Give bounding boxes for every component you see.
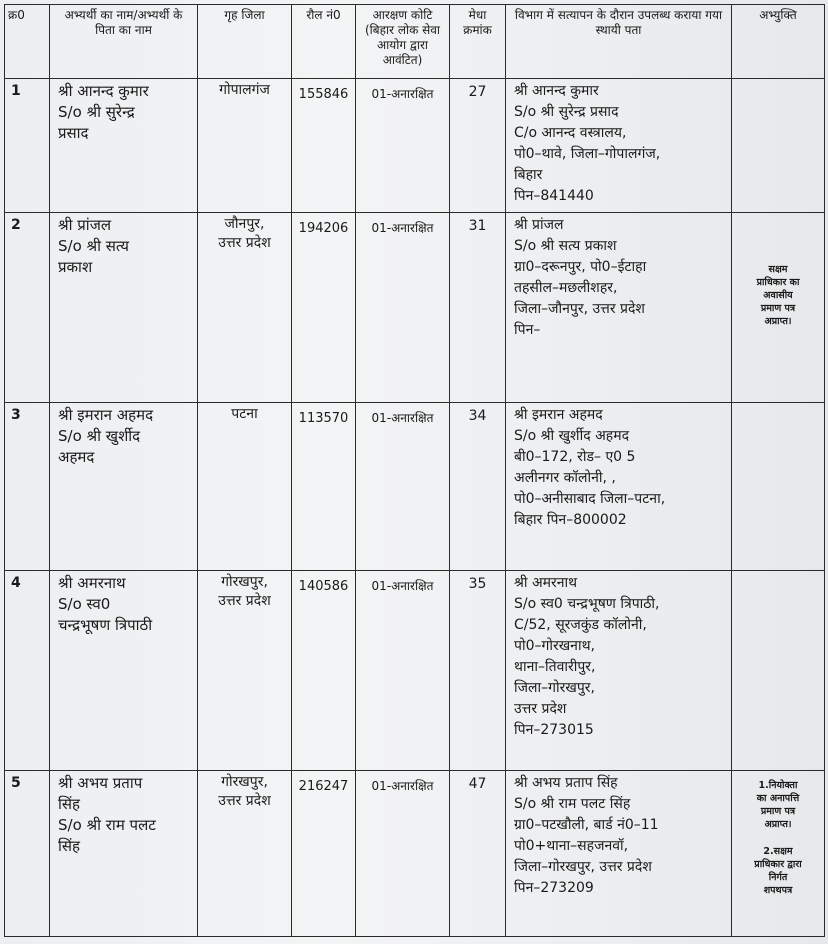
roll-number: 155846 bbox=[292, 79, 356, 213]
candidate-name-line: श्री प्रांजल bbox=[58, 216, 111, 234]
candidate-name-line: प्रसाद bbox=[58, 124, 89, 142]
candidate-name-line: S/o श्री सत्य bbox=[58, 237, 129, 255]
permanent-address-line: श्री इमरान अहमद bbox=[514, 407, 603, 423]
merit-number: 35 bbox=[450, 571, 506, 771]
permanent-address-line: पो0–अनीसाबाद जिला–पटना, bbox=[514, 491, 666, 507]
permanent-address-line: पिन–841440 bbox=[514, 188, 594, 204]
remarks-line: 1.नियोक्ता bbox=[758, 780, 798, 791]
header-name: अभ्यर्थी का नाम/अभ्यर्थी के पिता का नाम bbox=[50, 5, 198, 79]
remarks-line: सक्षम bbox=[768, 264, 788, 275]
header-remarks: अभ्युक्ति bbox=[732, 5, 825, 79]
table-row bbox=[5, 213, 825, 403]
permanent-address-line: C/52, सूरजकुंड कॉलोनी, bbox=[514, 617, 647, 633]
header-district: गृह जिला bbox=[198, 5, 292, 79]
home-district-line: गोरखपुर, bbox=[221, 574, 268, 590]
remarks bbox=[732, 571, 825, 771]
home-district-line: पटना bbox=[231, 406, 258, 422]
permanent-address-line: बिहार पिन–800002 bbox=[514, 512, 627, 528]
candidate-name-line: श्री अमरनाथ bbox=[58, 574, 126, 592]
remarks-line: अप्राप्त। bbox=[764, 316, 792, 327]
roll-number: 194206 bbox=[292, 213, 356, 403]
home-district-line: जौनपुर, bbox=[224, 216, 265, 232]
permanent-address-line: S/o श्री सुरेन्द्र प्रसाद bbox=[514, 104, 619, 120]
permanent-address-line: जिला–जौनपुर, उत्तर प्रदेश bbox=[514, 301, 645, 317]
permanent-address-line: अलीनगर कॉलोनी, , bbox=[514, 470, 616, 486]
serial-number: 3 bbox=[5, 403, 50, 571]
reservation-category: 01-अनारक्षित bbox=[356, 79, 450, 213]
reservation-category: 01-अनारक्षित bbox=[356, 571, 450, 771]
permanent-address-line: S/o श्री सत्य प्रकाश bbox=[514, 238, 617, 254]
candidate-name bbox=[50, 571, 198, 771]
remarks-line: प्राधिकार का bbox=[756, 277, 800, 288]
permanent-address-line: ग्रा0–दरूनपुर, पो0–ईटाहा bbox=[514, 259, 647, 275]
permanent-address-line: श्री प्रांजल bbox=[514, 217, 564, 233]
table-row bbox=[5, 403, 825, 571]
roll-number: 113570 bbox=[292, 403, 356, 571]
permanent-address-line: पिन–273015 bbox=[514, 722, 594, 738]
home-district-line: उत्तर प्रदेश bbox=[218, 235, 271, 251]
roll-number: 216247 bbox=[292, 771, 356, 937]
permanent-address-line: पिन– bbox=[514, 322, 541, 338]
remarks bbox=[732, 79, 825, 213]
table-row bbox=[5, 571, 825, 771]
merit-number: 27 bbox=[450, 79, 506, 213]
remarks-line: शपथपत्र bbox=[763, 885, 793, 896]
table-row bbox=[5, 79, 825, 213]
candidate-name-line: सिंह bbox=[58, 837, 80, 855]
candidate-name bbox=[50, 79, 198, 213]
serial-number: 1 bbox=[5, 79, 50, 213]
permanent-address bbox=[506, 571, 732, 771]
reservation-category: 01-अनारक्षित bbox=[356, 403, 450, 571]
candidate-name-line: S/o श्री राम पलट bbox=[58, 816, 156, 834]
merit-number: 34 bbox=[450, 403, 506, 571]
permanent-address-line: थाना–तिवारीपुर, bbox=[514, 659, 596, 675]
candidate-name-line: प्रकाश bbox=[58, 258, 93, 276]
permanent-address-line: तहसील–मछलीशहर, bbox=[514, 280, 618, 296]
permanent-address bbox=[506, 213, 732, 403]
home-district bbox=[198, 571, 292, 771]
header-sn: क्र0 bbox=[5, 5, 50, 79]
home-district-line: उत्तर प्रदेश bbox=[218, 593, 271, 609]
candidate-name-line: श्री इमरान अहमद bbox=[58, 406, 154, 424]
permanent-address-line: श्री अमरनाथ bbox=[514, 575, 578, 591]
permanent-address-line: पो0–गोरखनाथ, bbox=[514, 638, 595, 654]
header-merit: मेधा क्रमांक bbox=[450, 5, 506, 79]
permanent-address bbox=[506, 79, 732, 213]
home-district-line: गोरखपुर, bbox=[221, 774, 268, 790]
permanent-address-line: उत्तर प्रदेश bbox=[514, 701, 567, 717]
candidate-name-line: श्री आनन्द कुमार bbox=[58, 82, 149, 100]
permanent-address bbox=[506, 771, 732, 937]
candidate-name-line: S/o श्री सुरेन्द्र bbox=[58, 103, 135, 121]
permanent-address-line: पो0–थावे, जिला–गोपालगंज, bbox=[514, 146, 661, 162]
candidate-name-line: S/o स्व0 bbox=[58, 595, 111, 613]
remarks-line: अवासीय bbox=[763, 290, 793, 301]
remarks-line: प्राधिकार द्वारा bbox=[754, 859, 802, 870]
candidate-name bbox=[50, 771, 198, 937]
merit-number: 47 bbox=[450, 771, 506, 937]
permanent-address-line: श्री आनन्द कुमार bbox=[514, 83, 599, 99]
remarks-line: प्रमाण पत्र bbox=[760, 303, 796, 314]
candidate-table bbox=[4, 4, 825, 937]
serial-number: 4 bbox=[5, 571, 50, 771]
permanent-address-line: C/o आनन्द वस्त्रालय, bbox=[514, 125, 627, 141]
permanent-address-line: जिला–गोरखपुर, bbox=[514, 680, 595, 696]
remarks-line: का अनापत्ति bbox=[756, 793, 800, 804]
candidate-name-line: सिंह bbox=[58, 795, 80, 813]
candidate-name-line: अहमद bbox=[58, 448, 95, 466]
candidate-name-line: S/o श्री खुर्शीद bbox=[58, 427, 141, 445]
remarks bbox=[732, 771, 825, 937]
header-roll: रौल नं0 bbox=[292, 5, 356, 79]
serial-number: 2 bbox=[5, 213, 50, 403]
merit-number: 31 bbox=[450, 213, 506, 403]
roll-number: 140586 bbox=[292, 571, 356, 771]
permanent-address-line: पो0+थाना–सहजनवॉ, bbox=[514, 838, 629, 854]
remarks-line: 2.सक्षम bbox=[763, 846, 793, 857]
table-row bbox=[5, 771, 825, 937]
permanent-address-line: पिन–273209 bbox=[514, 880, 594, 896]
candidate-name-line: श्री अभय प्रताप bbox=[58, 774, 143, 792]
header-address: विभाग में सत्यापन के दौरान उपलब्ध कराया गया स्थायी पता bbox=[506, 5, 732, 79]
remarks-line: प्रमाण पत्र bbox=[760, 806, 796, 817]
remarks bbox=[732, 213, 825, 403]
header-category: आरक्षण कोटि (बिहार लोक सेवा आयोग द्वारा आवंटित) bbox=[356, 5, 450, 79]
serial-number: 5 bbox=[5, 771, 50, 937]
home-district bbox=[198, 79, 292, 213]
permanent-address-line: S/o स्व0 चन्द्रभूषण त्रिपाठी, bbox=[514, 596, 660, 612]
remarks-line: निर्गत bbox=[768, 872, 788, 883]
permanent-address-line: बी0–172, रोड– ए0 5 bbox=[514, 449, 636, 465]
header-row bbox=[5, 5, 825, 79]
candidate-name-line: चन्द्रभूषण त्रिपाठी bbox=[58, 616, 153, 634]
candidate-name bbox=[50, 213, 198, 403]
permanent-address-line: S/o श्री राम पलट सिंह bbox=[514, 796, 631, 812]
home-district-line: उत्तर प्रदेश bbox=[218, 793, 271, 809]
permanent-address-line: बिहार bbox=[514, 167, 543, 183]
permanent-address-line: जिला–गोरखपुर, उत्तर प्रदेश bbox=[514, 859, 652, 875]
remarks-line: अप्राप्त। bbox=[764, 819, 792, 830]
reservation-category: 01-अनारक्षित bbox=[356, 213, 450, 403]
candidate-name bbox=[50, 403, 198, 571]
home-district bbox=[198, 403, 292, 571]
permanent-address bbox=[506, 403, 732, 571]
permanent-address-line: S/o श्री खुर्शीद अहमद bbox=[514, 428, 630, 444]
home-district-line: गोपालगंज bbox=[219, 82, 270, 98]
permanent-address-line: श्री अभय प्रताप सिंह bbox=[514, 775, 618, 791]
home-district bbox=[198, 771, 292, 937]
reservation-category: 01-अनारक्षित bbox=[356, 771, 450, 937]
permanent-address-line: ग्रा0–पटखौली, बार्ड नं0–11 bbox=[514, 817, 659, 833]
remarks bbox=[732, 403, 825, 571]
home-district bbox=[198, 213, 292, 403]
